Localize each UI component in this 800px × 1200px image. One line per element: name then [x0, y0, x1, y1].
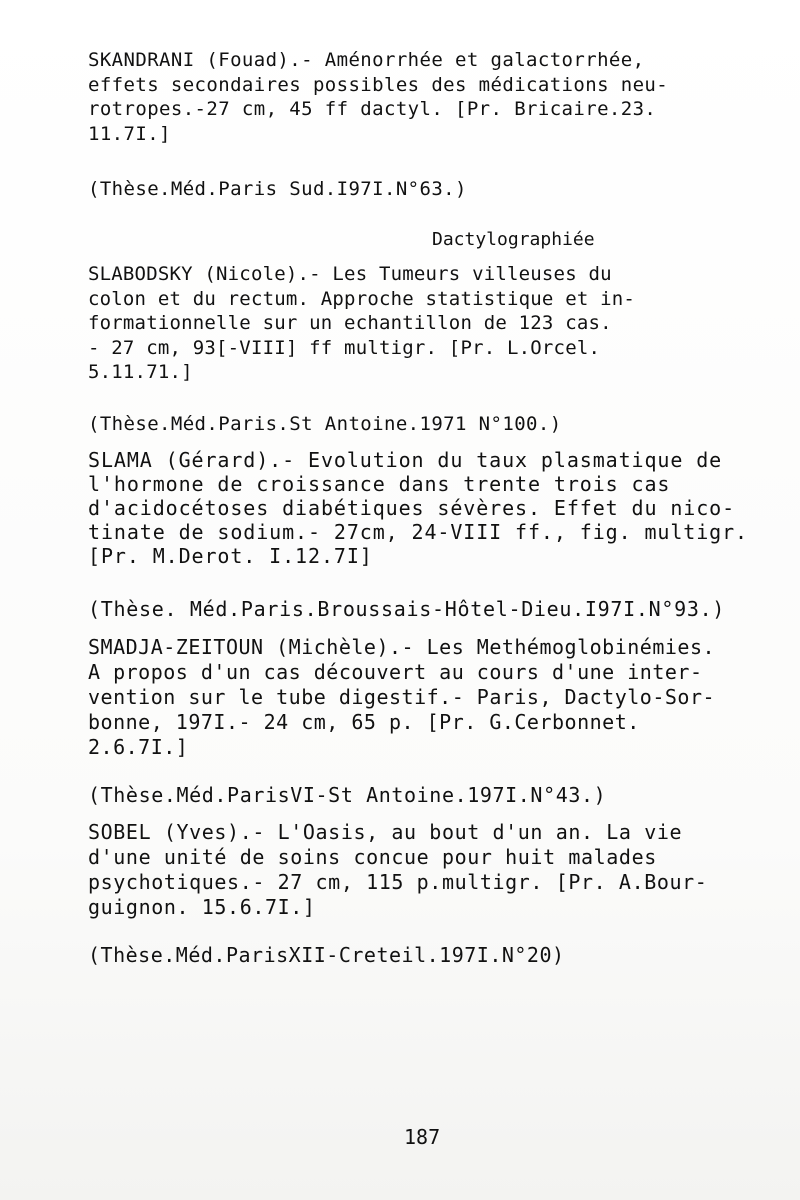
entry-skandrani: [88, 48, 728, 146]
entry-source: [88, 412, 728, 437]
entry-source: [88, 177, 728, 202]
page-number: 187: [404, 1125, 441, 1149]
entry-sobel: [88, 820, 728, 920]
entry-line: 11.7I.]: [88, 122, 171, 145]
entry-line: SLABODSKY (Nicole).- Les Tumeurs villeuses du: [88, 263, 612, 285]
section-label: Dactylographiée: [432, 229, 595, 250]
source-text: (Thèse.Méd.Paris.St Antoine.1971 N°100.): [88, 413, 562, 435]
entry-slabodsky: [88, 262, 728, 385]
entry-line: vention sur le tube digestif.- Paris, Dactylo-Sor-: [88, 685, 716, 709]
entry-slama: [88, 448, 748, 568]
entry-line: formationnelle sur un echantillon de 123 cas.: [88, 312, 612, 334]
entry-line: SLAMA (Gérard).- Evolution du taux plasmatique de: [88, 448, 723, 472]
entry-line: bonne, 197I.- 24 cm, 65 p. [Pr. G.Cerbonnet.: [88, 710, 640, 734]
entry-source: [88, 783, 728, 808]
entry-line: l'hormone de croissance dans trente trois cas: [88, 472, 671, 496]
entry-line: effets secondaires possibles des médications neu-: [88, 73, 669, 96]
source-text: (Thèse.Méd.ParisXII-Creteil.197I.N°20): [88, 943, 565, 967]
entry-source: [88, 597, 728, 622]
entry-line: rotropes.-27 cm, 45 ff dactyl. [Pr. Bricaire.23.: [88, 98, 657, 120]
entry-line: guignon. 15.6.7I.]: [88, 895, 316, 919]
entry-line: SMADJA-ZEITOUN (Michèle).- Les Methémoglobinémies.: [88, 635, 716, 659]
source-text: (Thèse.Méd.Paris Sud.I97I.N°63.): [88, 178, 467, 200]
entry-line: 5.11.71.]: [88, 361, 193, 383]
entry-source: [88, 943, 728, 968]
entry-line: [Pr. M.Derot. I.12.7I]: [88, 544, 373, 568]
entry-line: psychotiques.- 27 cm, 115 p.multigr. [Pr. A.Bour-: [88, 870, 708, 894]
entry-line: colon et du rectum. Approche statistique et in-: [88, 287, 636, 310]
entry-line: d'acidocétoses diabétiques sévères. Effet du nico-: [88, 496, 736, 520]
entry-line: - 27 cm, 93[-VIII] ff multigr. [Pr. L.Orcel.: [88, 336, 601, 359]
source-text: (Thèse.Méd.ParisVI-St Antoine.197I.N°43.): [88, 783, 607, 807]
source-text: (Thèse. Méd.Paris.Broussais-Hôtel-Dieu.I97I.N°93.): [88, 597, 726, 621]
entry-smadja-zeitoun: [88, 635, 728, 760]
entry-line: A propos d'un cas découvert au cours d'une inter-: [88, 660, 703, 684]
entry-line: 2.6.7I.]: [88, 735, 189, 759]
entry-line: SOBEL (Yves).- L'Oasis, au bout d'un an. La vie: [88, 820, 683, 844]
entry-line: tinate de sodium.- 27cm, 24-VIII ff., fig. multigr.: [88, 520, 748, 544]
entry-line: d'une unité de soins concue pour huit malades: [88, 845, 657, 869]
entry-line: SKANDRANI (Fouad).- Aménorrhée et galactorrhée,: [88, 49, 645, 71]
